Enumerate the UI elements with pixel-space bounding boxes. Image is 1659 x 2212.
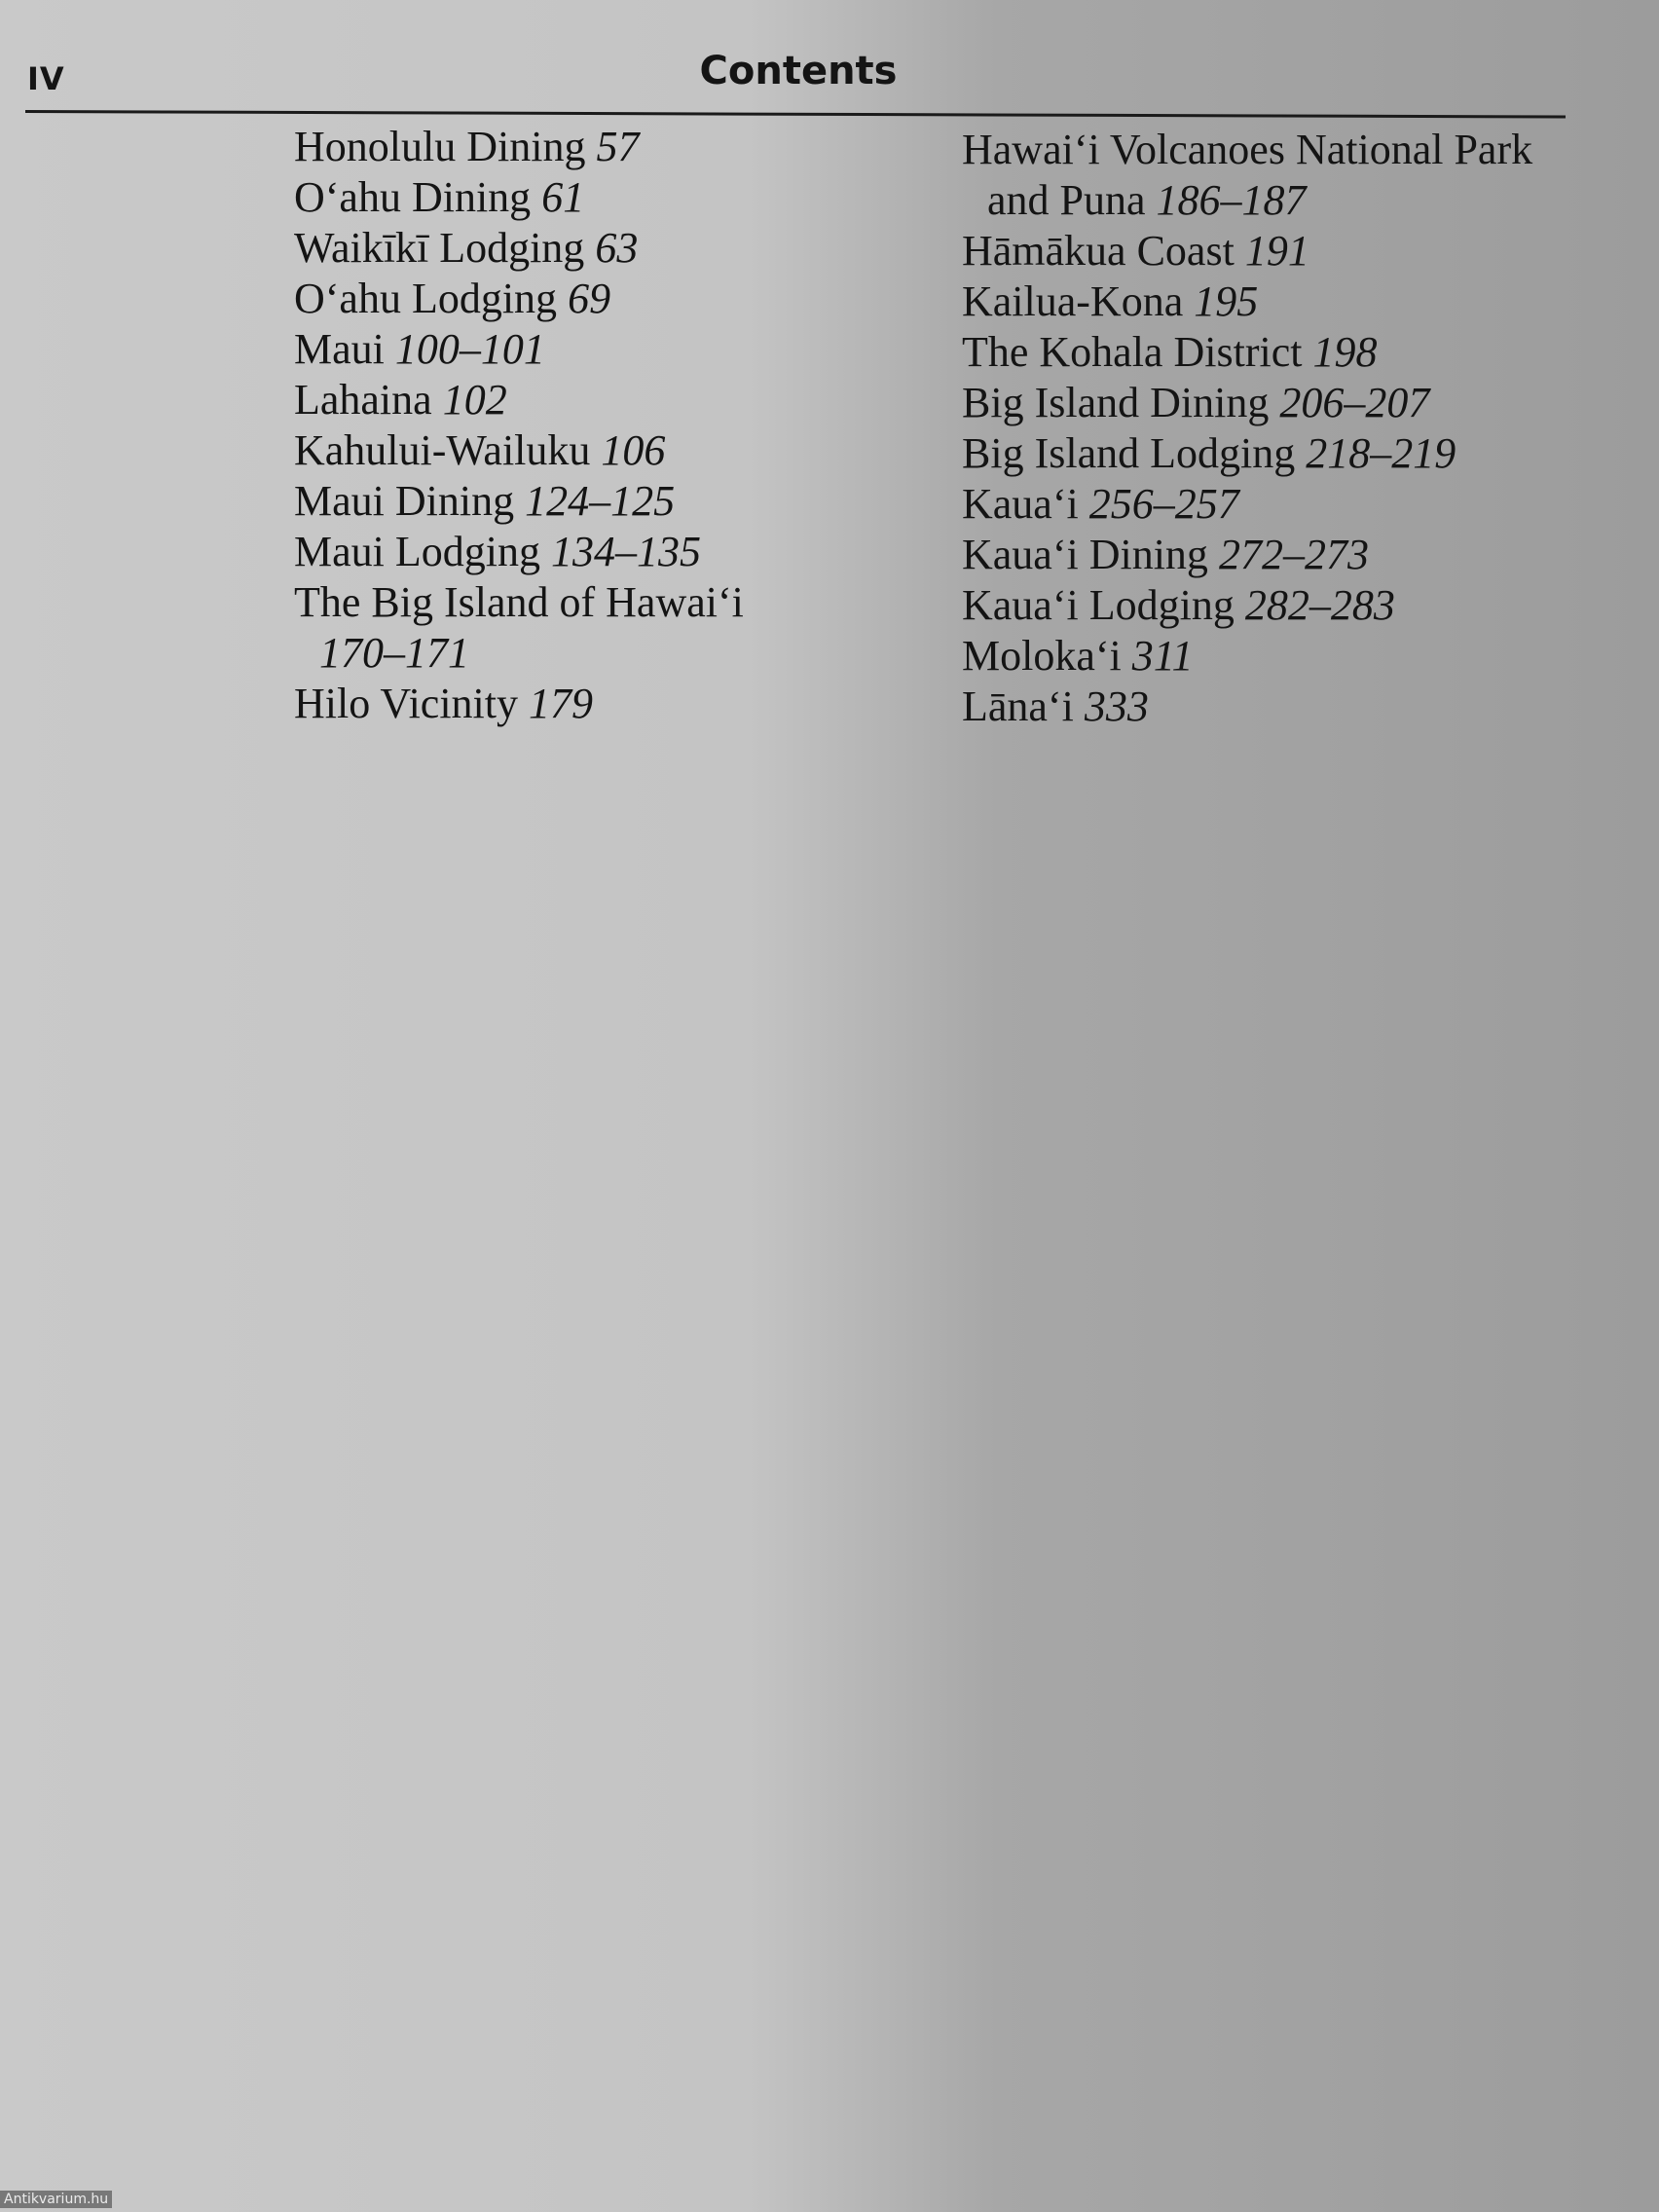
- toc-entry: [294, 324, 917, 375]
- toc-entry: [962, 378, 1585, 428]
- entry-pages: 63: [595, 224, 639, 272]
- watermark: Antikvarium.hu: [0, 2191, 112, 2208]
- entry-title: Maui: [294, 325, 385, 373]
- toc-entry: [962, 428, 1585, 479]
- entry-pages: 198: [1312, 328, 1378, 376]
- entry-title: O‘ahu Lodging: [294, 275, 558, 322]
- entry-pages: 100–101: [394, 325, 545, 373]
- entry-title: Hawai‘i Volcanoes National Park and Puna: [962, 126, 1533, 224]
- toc-entry: [962, 327, 1585, 378]
- entry-title: The Kohala District: [962, 328, 1303, 376]
- entry-title: Big Island Lodging: [962, 429, 1296, 477]
- toc-entry: [962, 226, 1585, 276]
- toc-entry: [294, 679, 917, 729]
- toc-right-column: [962, 125, 1585, 732]
- toc-entry: [294, 122, 917, 172]
- toc-entry: [294, 274, 917, 324]
- toc-entry: [294, 527, 917, 577]
- entry-title: Kaua‘i Lodging: [962, 581, 1235, 629]
- entry-pages: 333: [1084, 682, 1149, 730]
- entry-pages: 124–125: [525, 477, 676, 525]
- page-title: Contents: [699, 49, 898, 93]
- entry-pages: 57: [596, 123, 640, 170]
- toc-entry: [294, 172, 917, 223]
- toc-entry: [962, 530, 1585, 580]
- entry-pages: 256–257: [1088, 480, 1239, 528]
- page-number: IV: [27, 60, 65, 97]
- entry-pages: 61: [541, 173, 585, 221]
- entry-title: Waikīkī Lodging: [294, 224, 585, 272]
- entry-title: Kailua-Kona: [962, 277, 1184, 325]
- entry-title: Maui Lodging: [294, 528, 540, 575]
- entry-pages: 218–219: [1306, 429, 1456, 477]
- toc-entry: [294, 375, 917, 425]
- entry-pages: 170–171: [319, 629, 469, 677]
- entry-title: The Big Island of Hawai‘i: [294, 578, 744, 626]
- entry-title: Kaua‘i Dining: [962, 531, 1208, 578]
- entry-pages: 311: [1131, 632, 1194, 680]
- toc-entry: [962, 631, 1585, 682]
- entry-title: Honolulu Dining: [294, 123, 586, 170]
- toc-entry: [962, 479, 1585, 530]
- toc-entry: [294, 476, 917, 527]
- entry-title: Big Island Dining: [962, 379, 1270, 426]
- entry-title: O‘ahu Dining: [294, 173, 532, 221]
- entry-pages: 191: [1244, 227, 1309, 275]
- toc-left-column: [294, 122, 917, 729]
- entry-pages: 282–283: [1244, 581, 1395, 629]
- toc-entry: [962, 580, 1585, 631]
- entry-pages: 195: [1194, 277, 1259, 325]
- entry-pages: 106: [601, 426, 666, 474]
- entry-pages: 102: [442, 376, 507, 424]
- header-rule: [25, 110, 1566, 119]
- entry-title: Lāna‘i: [962, 682, 1074, 730]
- entry-title: Moloka‘i: [962, 632, 1122, 680]
- toc-entry: [294, 425, 917, 476]
- entry-pages: 134–135: [550, 528, 701, 575]
- entry-title: Lahaina: [294, 376, 432, 424]
- entry-title: Maui Dining: [294, 477, 515, 525]
- entry-title: Kaua‘i: [962, 480, 1079, 528]
- toc-entry: [962, 125, 1585, 226]
- toc-entry: [962, 276, 1585, 327]
- toc-entry: [962, 682, 1585, 732]
- toc-entry: [294, 223, 917, 274]
- entry-pages: 179: [529, 680, 593, 727]
- entry-pages: 272–273: [1218, 531, 1369, 578]
- entry-pages: 206–207: [1279, 379, 1430, 426]
- entry-pages: 69: [568, 275, 611, 322]
- entry-title: Kahului-Wailuku: [294, 426, 591, 474]
- entry-title: Hilo Vicinity: [294, 680, 518, 727]
- entry-pages: 186–187: [1156, 176, 1307, 224]
- entry-title: Hāmākua Coast: [962, 227, 1235, 275]
- toc-entry: [294, 577, 917, 679]
